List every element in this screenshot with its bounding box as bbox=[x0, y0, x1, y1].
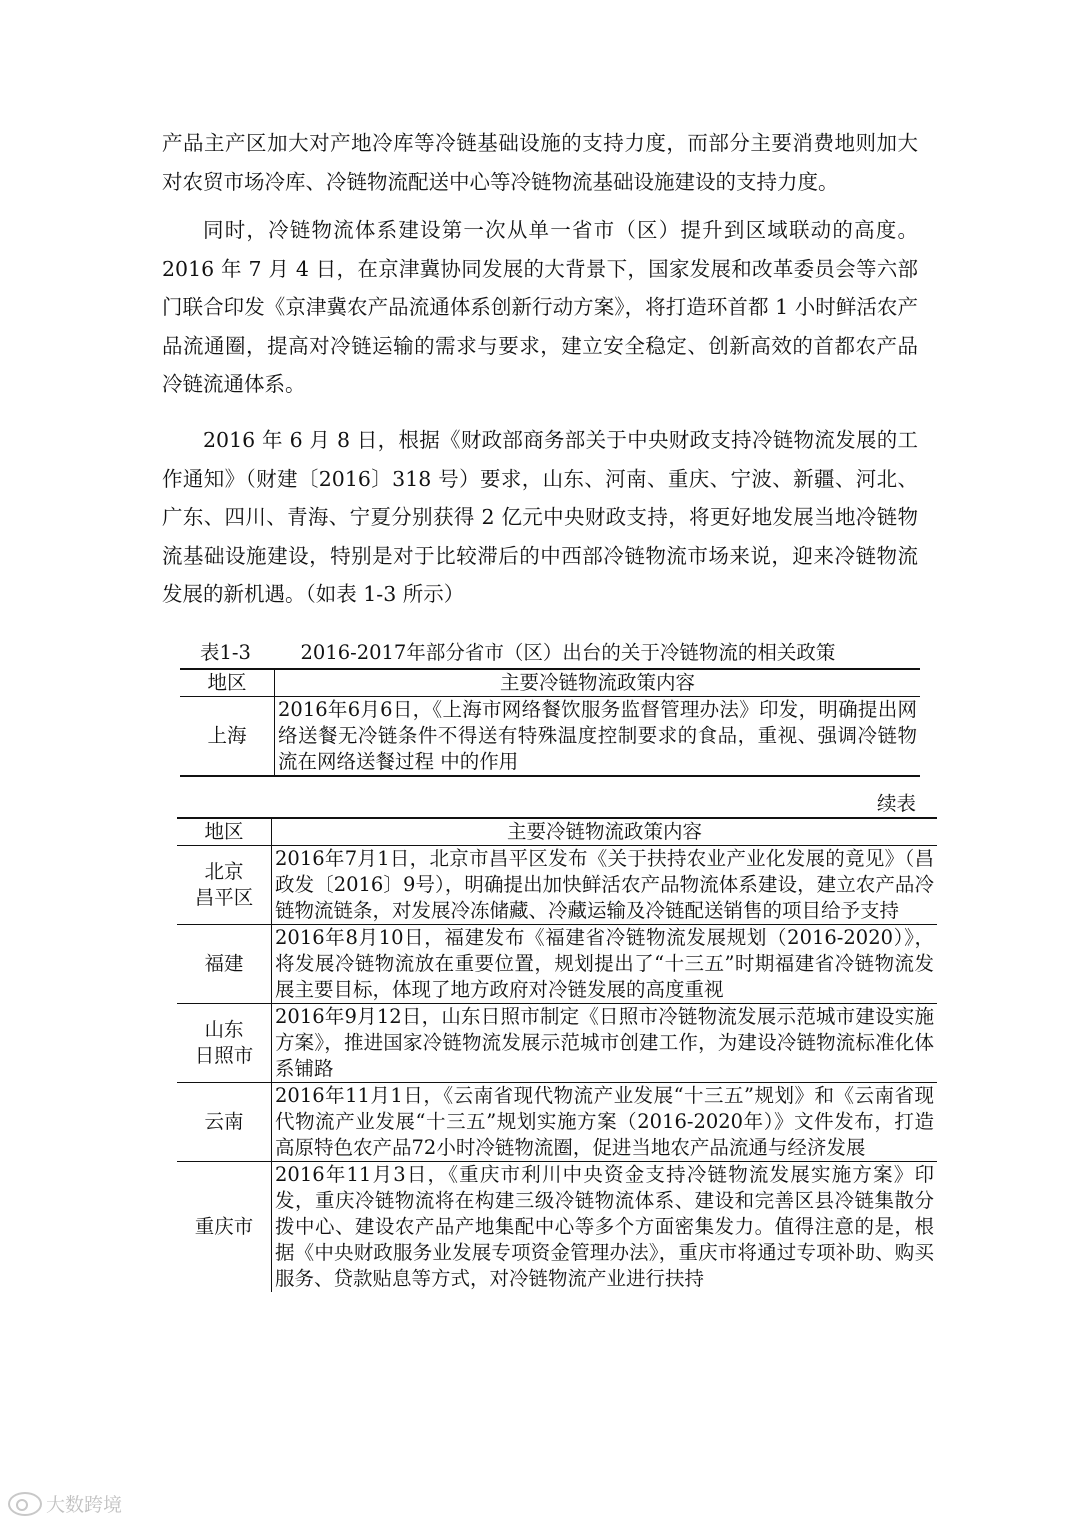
header-content: 主要冷链物流政策内容 bbox=[272, 818, 938, 846]
header-region: 地区 bbox=[177, 818, 272, 846]
table-row bbox=[180, 697, 920, 777]
table-header-row bbox=[177, 818, 937, 846]
table-title: 2016-2017年部分省市（区）出台的关于冷链物流的相关政策 bbox=[300, 641, 836, 664]
row-content: 2016年7月1日，北京市昌平区发布《关于扶持农业产业化发展的竟见》（昌政发〔2016〕9号），明确提出加快鲜活农产品物流体系建设，建立农产品冷链物流链条，对发展冷冻储藏、冷藏运输及冷链配送销售的项目给予支持 bbox=[272, 846, 938, 925]
table-header-row bbox=[180, 669, 920, 697]
paragraph-2: 同时，冷链物流体系建设第一次从单一省市（区）提升到区域联动的高度。2016 年 7 月 4 日，在京津冀协同发展的大背景下，国家发展和改革委员会等六部门联合印发《京津冀农产品流通体系创新行动方案》，将打造环首都 1 小时鲜活农产品流通圈，提高对冷链运输的需求与要求，建立安全稳定、创新高效的首都农产品冷链流通体系。 bbox=[162, 218, 918, 397]
policy-table bbox=[180, 668, 920, 777]
row-content: 2016年11月3日，《重庆市利川中央资金支持冷链物流发展实施方案》印发，重庆冷链物流将在构建三级冷链物流体系、建设和完善区县冷链集散分拨中心、建设农产品产地集配中心等多个方面密集发力。值得注意的是，根据《中央财政服务业发展专项资金管理办法》，重庆市将通过专项补助、购买服务、贷款贴息等方式，对冷链物流产业进行扶持 bbox=[275, 1163, 934, 1290]
row-region: 上海 bbox=[180, 697, 275, 777]
row-region: 云南 bbox=[177, 1083, 272, 1162]
row-region: 北京 昌平区 bbox=[177, 846, 272, 925]
header-region: 地区 bbox=[180, 669, 275, 697]
table-row bbox=[177, 1083, 937, 1162]
row-content: 2016年9月12日，山东日照市制定《日照市冷链物流发展示范城市建设实施方案》，推进国家冷链物流发展示范城市创建工作，为建设冷链物流标准化体系铺路 bbox=[272, 1004, 938, 1083]
row-content: 2016年8月10日，福建发布《福建省冷链物流发展规划（2016-2020）》，将发展冷链物流放在重要位置，规划提出了“十三五”时期福建省冷链物流发展主要目标，体现了地方政府对冷链发展的高度重视 bbox=[272, 925, 938, 1004]
policy-table-continued bbox=[177, 817, 937, 1292]
paragraph-3: 2016 年 6 月 8 日，根据《财政部商务部关于中央财政支持冷链物流发展的工作通知》（财建〔2016〕318 号）要求，山东、河南、重庆、宁波、新疆、河北、广东、四川、青海、宁夏分别获得 2 亿元中央财政支持，将更好地发展当地冷链物流基础设施建设，特别是对于比较滞后的中西部冷链物流市场来说，迎来冷链物流发展的新机遇。（如表 1-3 所示） bbox=[162, 428, 918, 607]
header-content: 主要冷链物流政策内容 bbox=[275, 669, 921, 697]
row-content: 2016年6月6日，《上海市网络餐饮服务监督管理办法》印发，明确提出网络送餐无冷链条件不得送有特殊温度控制要求的食品，重视、强调冷链物流在网络送餐过程 中的作用 bbox=[275, 697, 921, 777]
watermark-text: 大数跨境 bbox=[46, 1494, 123, 1516]
table-row bbox=[177, 846, 937, 925]
row-region: 重庆市 bbox=[177, 1162, 272, 1293]
table-number: 表1-3 bbox=[200, 641, 251, 664]
row-region: 山东 日照市 bbox=[177, 1004, 272, 1083]
watermark bbox=[8, 1490, 122, 1517]
row-region: 福建 bbox=[177, 925, 272, 1004]
continued-label: 续表 bbox=[876, 792, 916, 815]
table-caption bbox=[200, 640, 920, 666]
watermark-logo-icon bbox=[8, 1492, 42, 1516]
row-content: 2016年11月1日，《云南省现代物流产业发展“十三五”规划》和《云南省现代物流产业发展“十三五”规划实施方案（2016-2020年）》文件发布，打造高原特色农产品72小时冷链物流圈，促进当地农产品流通与经济发展 bbox=[272, 1083, 938, 1162]
table-row bbox=[177, 1162, 937, 1293]
table-row bbox=[177, 925, 937, 1004]
paragraph-1: 产品主产区加大对产地冷库等冷链基础设施的支持力度，而部分主要消费地则加大对农贸市场冷库、冷链物流配送中心等冷链物流基础设施建设的支持力度。 bbox=[162, 131, 918, 194]
table-row bbox=[177, 1004, 937, 1083]
